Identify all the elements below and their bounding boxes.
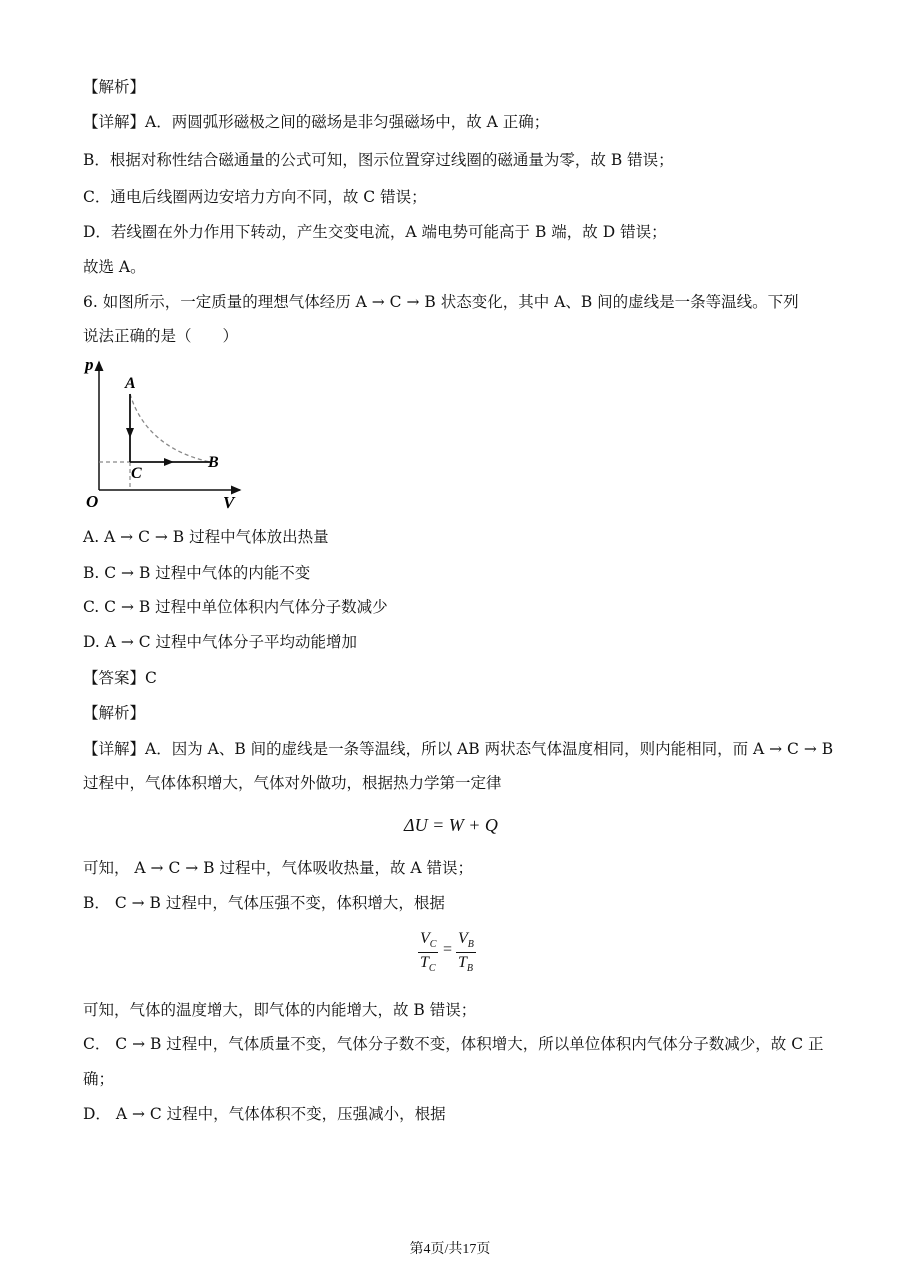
equation-first-law: ΔU = W + Q [404,815,498,835]
point-b-label: B [208,454,219,471]
text-line: C. C → B 过程中单位体积内气体分子数减少 [83,598,388,616]
text-line: D． A → C 过程中，气体体积不变，压强减小，根据 [83,1105,446,1123]
text-line: 说法正确的是（ ） [83,327,239,345]
isotherm-curve [130,394,210,462]
text-line: C．通电后线圈两边安培力方向不同，故 C 错误； [83,188,427,206]
text-line: 【详解】A．两圆弧形磁极之间的磁场是非匀强磁场中，故 A 正确； [83,113,550,131]
text-line: 过程中，气体体积增大，气体对外做功，根据热力学第一定律 [83,774,502,792]
text-line: 6. 如图所示，一定质量的理想气体经历 A → C → B 状态变化，其中 A、B 间的虚线是一条等温线。下列 [83,293,799,311]
text-line: D．若线圈在外力作用下转动，产生交变电流，A 端电势可能高于 B 端，故 D 错误； [83,223,667,241]
text-line: 【解析】 [83,78,146,96]
text-line: C． C → B 过程中，气体质量不变，气体分子数不变，体积增大，所以单位体积内气体分子数减少，故 C 正 [83,1035,824,1053]
pv-diagram [80,352,260,512]
p-axis-label: p [85,355,94,374]
frac-right-numerator: $V_B$ [458,930,474,951]
frac-left-numerator: $V_C$ [420,930,437,951]
frac-right-denominator: $T_B$ [458,954,474,975]
frac-left-denominator: $T_C$ [420,954,436,975]
text-line: B． C → B 过程中，气体压强不变，体积增大，根据 [83,894,445,912]
text-line: B．根据对称性结合磁通量的公式可知，图示位置穿过线圈的磁通量为零，故 B 错误； [83,151,674,169]
text-line: 【详解】A．因为 A、B 间的虚线是一条等温线，所以 AB 两状态气体温度相同，则内能相同，而 A → C → B [83,740,834,758]
arrow-right-icon [164,458,174,466]
text-line: 【答案】C [83,669,157,687]
text-line: A. A → C → B 过程中气体放出热量 [83,528,329,546]
origin-label: O [86,492,99,511]
text-line: 确； [83,1070,115,1088]
page-footer: 第4页/共17页 [409,1242,491,1257]
text-line: 可知， A → C → B 过程中，气体吸收热量，故 A 错误； [83,859,474,877]
arrow-down-icon [126,428,134,438]
text-line: B. C → B 过程中气体的内能不变 [83,564,311,582]
equals-sign: = [443,941,453,958]
text-line: 故选 A。 [83,258,146,276]
point-a-label: A [125,375,136,392]
text-line: D. A → C 过程中气体分子平均动能增加 [83,633,358,651]
equation-gas-law [418,930,478,976]
v-axis-label: V [223,493,235,512]
point-c-label: C [131,465,142,482]
text-line-conclusion-b: 可知，气体的温度增大，即气体的内能增大，故 B 错误； [83,1001,477,1019]
text-line: 【解析】 [83,704,146,722]
